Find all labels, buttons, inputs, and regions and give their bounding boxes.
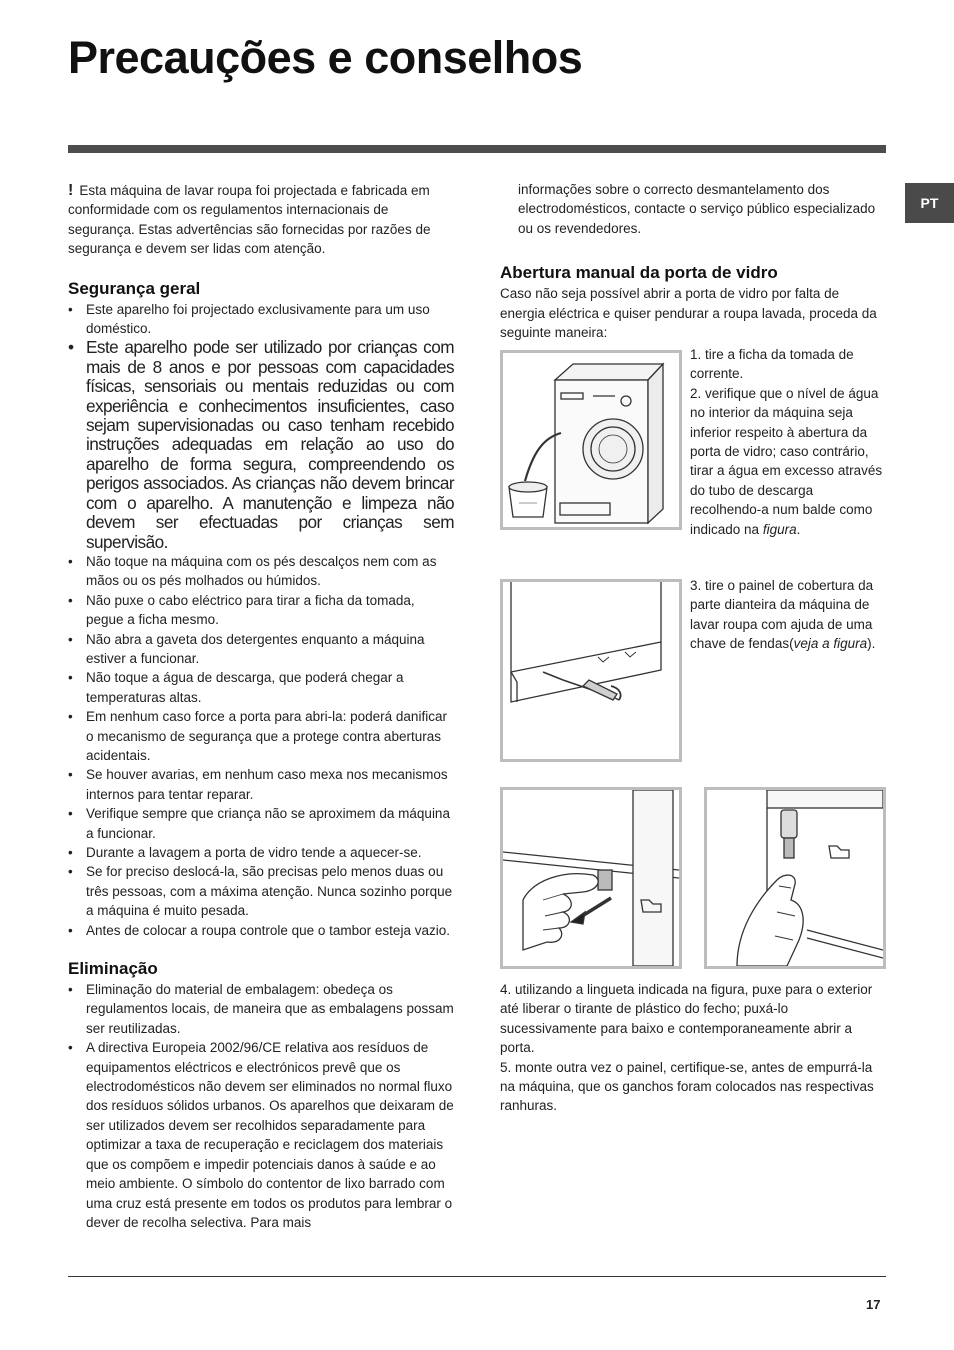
language-tab: PT <box>905 183 954 223</box>
step-3 <box>690 576 886 654</box>
figure-pull-tab <box>500 787 682 969</box>
intro-paragraph <box>68 181 454 259</box>
step-2 <box>690 384 886 539</box>
step-3-figure-ref: veja a figura <box>793 636 868 652</box>
steps-4-5-text <box>500 980 886 1116</box>
list-item: • Eliminação do material de embalagem: obedeça os regulamentos locais, de maneira que as embalagens possam ser reutilizadas. <box>68 980 454 1038</box>
figure-screwdriver-panel <box>500 579 682 762</box>
step-3-text-main: 3. tire o painel de cobertura da parte dianteira da máquina de lavar roupa com ajuda de uma chave de fendas( <box>690 578 874 652</box>
page-title: Precauções e conselhos <box>68 32 583 83</box>
list-item: • Antes de colocar a roupa controle que o tambor esteja vazio. <box>68 921 454 940</box>
intro-text: Esta máquina de lavar roupa foi projectada e fabricada em conformidade com os regulamentos internacionais de segurança. Estas advertências são fornecidas por razões de segurança e devem ser lidas com atenção. <box>68 183 431 257</box>
list-item: • Durante a lavagem a porta de vidro tende a aquecer-se. <box>68 843 454 862</box>
seguranca-list <box>68 300 454 940</box>
footer-rule <box>68 1276 886 1277</box>
section-heading-eliminacao: Eliminação <box>68 959 158 979</box>
hand-pull-tab-illustration <box>503 790 679 966</box>
title-rule <box>68 145 886 153</box>
step-2-figure-ref: figura <box>762 521 797 537</box>
list-item: • Não toque na máquina com os pés descalços nem com as mãos ou os pés molhados ou húmidos. <box>68 552 454 591</box>
list-item: • Não puxe o cabo eléctrico para tirar a ficha da tomada, pegue a ficha mesmo. <box>68 591 454 630</box>
step-1-2-text <box>690 345 886 539</box>
page-number: 17 <box>866 1297 881 1312</box>
step-2-end: . <box>796 521 801 537</box>
washing-machine-drain-illustration <box>503 353 679 527</box>
step-5: 5. monte outra vez o painel, certifique-se, antes de empurrá-la na máquina, que os ganchos foram colocados nas respectivas ranhuras. <box>500 1059 874 1114</box>
list-item: • Se for preciso deslocá-la, são precisas pelo menos duas ou três pessoas, com a máxima atenção. Nunca sozinho porque a máquina é muito pesada. <box>68 862 454 920</box>
left-column <box>68 181 454 1232</box>
list-item: • Não toque a água de descarga, que poderá chegar a temperaturas altas. <box>68 668 454 707</box>
step-4: 4. utilizando a lingueta indicada na figura, puxe para o exterior até liberar o tirante de plástico do fecho; puxá-lo sucessivamente para baixo e contemporaneamente abrir a porta. <box>500 982 873 1056</box>
abertura-intro: Caso não seja possível abrir a porta de vidro por falta de energia eléctrica e quiser pendurar a roupa lavada, proceda da seguinte maneira: <box>500 286 877 341</box>
list-item: • A directiva Europeia 2002/96/CE relativa aos resíduos de equipamentos eléctricos e electrónicos prevê que os electrodomésticos não devem ser eliminados no normal fluxo dos resíduos sólidos urbanos. Os aparelhos que deixaram de ser utilizados devem ser recolhidos separadamente para optimizar a taxa de recuperação e reciclagem dos materiais que os compõem e impedir potenciais danos à saúde e ao meio ambiente. O símbolo do contentor de lixo barrado com uma cruz está presente em todos os produtos para lembrar o dever de recolha selectiva. Para mais <box>68 1038 454 1232</box>
figure-push-down <box>704 787 886 969</box>
list-item: • Verifique sempre que criança não se aproximem da máquina a funcionar. <box>68 804 454 843</box>
warning-icon: ! <box>68 182 74 199</box>
step-2-text: 2. verifique que o nível de água no interior da máquina seja inferior respeito à abertura da porta de vidro; caso contrário, tirar a água em excesso através do tubo de descarga recolhendo-a num balde como indicado na <box>690 385 883 537</box>
right-column <box>500 180 886 342</box>
screwdriver-panel-illustration <box>503 582 679 759</box>
list-item: • Este aparelho foi projectado exclusivamente para um uso doméstico. <box>68 300 454 339</box>
eliminacao-continuation: informações sobre o correcto desmantelamento dos electrodomésticos, contacte o serviço público especializado ou os revendedores. <box>518 182 876 236</box>
list-item: • Não abra a gaveta dos detergentes enquanto a máquina estiver a funcionar. <box>68 630 454 669</box>
list-item-highlight: • Este aparelho pode ser utilizado por crianças com mais de 8 anos e por pessoas com capacidades físicas, sensoriais ou mentais reduzidas ou com experiência e conhecimentos insuficientes, caso sejam supervisionadas ou caso tenham recebido instruções adequadas em relação ao uso do aparelho de forma segura, compreendendo os perigos associados. As crianças não devem brincar com o aparelho. A manutenção e limpeza não devem ser efectuadas por crianças sem supervisão. <box>68 338 454 551</box>
figure-drain-bucket <box>500 350 682 530</box>
hand-push-down-illustration <box>707 790 883 966</box>
step-3-text <box>690 576 886 654</box>
step-3-end: ). <box>867 636 876 652</box>
step-1: 1. tire a ficha da tomada de corrente. <box>690 347 854 382</box>
section-heading-abertura: Abertura manual da porta de vidro <box>500 263 778 283</box>
eliminacao-list <box>68 980 454 1232</box>
list-item: • Em nenhum caso force a porta para abri-la: poderá danificar o mecanismo de segurança que a protege contra aberturas acidentais. <box>68 707 454 765</box>
list-item: • Se houver avarias, em nenhum caso mexa nos mecanismos internos para tentar reparar. <box>68 765 454 804</box>
section-heading-seguranca: Segurança geral <box>68 278 201 298</box>
